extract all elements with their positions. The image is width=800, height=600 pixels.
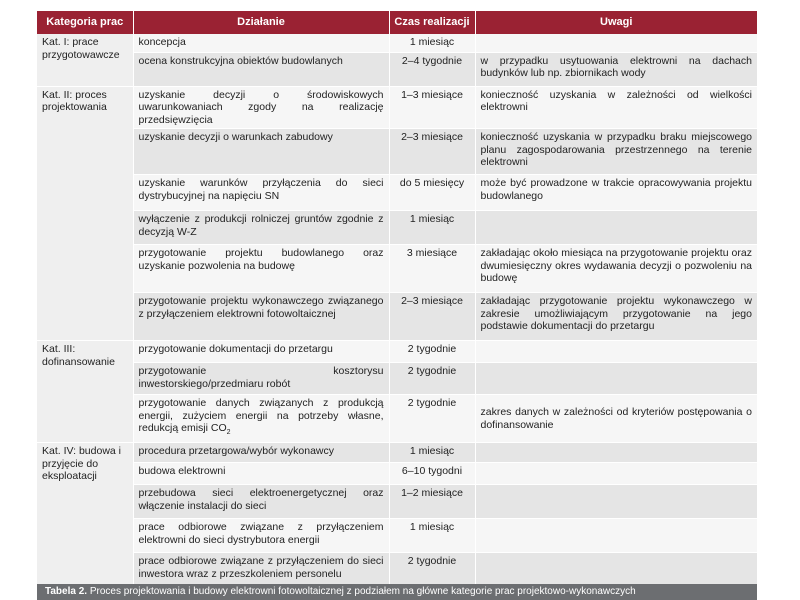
time-cell: 1 miesiąc bbox=[389, 34, 475, 52]
note-cell: zakładając przygotowanie projektu wykonawczego w zakresie umożliwiającym przygotowanie na jego podstawie dokumentacji do przetargu bbox=[475, 293, 757, 341]
category-cell: Kat. II: proces projektowania bbox=[37, 86, 133, 341]
co2-subscript: 2 bbox=[226, 429, 231, 437]
action-cell: przebudowa sieci elektroenergetycznej oraz włączenie instalacji do sieci bbox=[133, 485, 389, 519]
table-row bbox=[37, 293, 757, 341]
table-row bbox=[37, 175, 757, 211]
process-table bbox=[37, 11, 757, 587]
note-cell: zakres danych w zależności od kryteriów postępowania o dofinansowanie bbox=[475, 395, 757, 443]
action-cell: przygotowanie projektu wykonawczego związanego z przyłączeniem elektrowni fotowoltaicznej bbox=[133, 293, 389, 341]
action-cell: procedura przetargowa/wybór wykonawcy bbox=[133, 443, 389, 463]
note-cell bbox=[475, 519, 757, 553]
time-cell: 2 tygodnie bbox=[389, 341, 475, 363]
action-cell: prace odbiorowe związane z przyłączeniem do sieci inwestora wraz z przeszkoleniem personelu bbox=[133, 553, 389, 587]
note-cell bbox=[475, 463, 757, 485]
note-cell bbox=[475, 363, 757, 395]
table-row bbox=[37, 34, 757, 52]
action-cell: przygotowanie dokumentacji do przetargu bbox=[133, 341, 389, 363]
table-row bbox=[37, 553, 757, 587]
table-row bbox=[37, 363, 757, 395]
time-cell: 1 miesiąc bbox=[389, 519, 475, 553]
time-cell: do 5 miesięcy bbox=[389, 175, 475, 211]
action-cell: uzyskanie decyzji o środowiskowych uwarunkowaniach zgody na realizację przedsięwzięcia bbox=[133, 86, 389, 129]
time-cell: 1–3 miesiące bbox=[389, 86, 475, 129]
time-cell: 2–3 miesiące bbox=[389, 293, 475, 341]
document-table-frame bbox=[37, 11, 757, 600]
note-cell bbox=[475, 485, 757, 519]
action-cell bbox=[133, 395, 389, 443]
time-cell: 2–4 tygodnie bbox=[389, 52, 475, 86]
header-category: Kategoria prac bbox=[37, 11, 133, 34]
table-caption bbox=[37, 584, 757, 600]
note-cell bbox=[475, 341, 757, 363]
action-cell: ocena konstrukcyjna obiektów budowlanych bbox=[133, 52, 389, 86]
note-cell bbox=[475, 553, 757, 587]
note-cell bbox=[475, 443, 757, 463]
time-cell: 3 miesiące bbox=[389, 245, 475, 293]
category-cell: Kat. I: prace przygotowawcze bbox=[37, 34, 133, 86]
action-cell: wyłączenie z produkcji rolniczej gruntów zgodnie z decyzją W-Z bbox=[133, 211, 389, 245]
header-action: Działanie bbox=[133, 11, 389, 34]
category-cell: Kat. III: dofinansowanie bbox=[37, 341, 133, 443]
caption-text: Proces projektowania i budowy elektrowni fotowoltaicznej z podziałem na główne kategorie prac projektowo-wykonawczych bbox=[87, 586, 636, 597]
caption-label: Tabela 2. bbox=[45, 586, 88, 597]
time-cell: 6–10 tygodni bbox=[389, 463, 475, 485]
note-cell: zakładając około miesiąca na przygotowanie projektu oraz dwumiesięczny okres wydawania decyzji o pozwoleniu na budowę bbox=[475, 245, 757, 293]
table-row bbox=[37, 211, 757, 245]
table-row bbox=[37, 129, 757, 175]
table-row bbox=[37, 463, 757, 485]
note-cell: może być prowadzone w trakcie opracowywania projektu budowlanego bbox=[475, 175, 757, 211]
time-cell: 2 tygodnie bbox=[389, 553, 475, 587]
action-text: przygotowanie danych związanych z produkcją energii, zużyciem energii na potrzeby własne, redukcją emisji CO bbox=[138, 397, 384, 435]
note-cell bbox=[475, 211, 757, 245]
time-cell: 1 miesiąc bbox=[389, 443, 475, 463]
time-cell: 1–2 miesiące bbox=[389, 485, 475, 519]
time-cell: 1 miesiąc bbox=[389, 211, 475, 245]
action-cell: uzyskanie warunków przyłączenia do sieci dystrybucyjnej na napięciu SN bbox=[133, 175, 389, 211]
table-row bbox=[37, 395, 757, 443]
action-cell: prace odbiorowe związane z przyłączeniem elektrowni do sieci dystrybutora energii bbox=[133, 519, 389, 553]
note-cell: konieczność uzyskania w zależności od wielkości elektrowni bbox=[475, 86, 757, 129]
table-row bbox=[37, 245, 757, 293]
time-cell: 2–3 miesiące bbox=[389, 129, 475, 175]
table-row bbox=[37, 52, 757, 86]
note-cell: w przypadku usytuowania elektrowni na dachach budynków lub np. zbiornikach wody bbox=[475, 52, 757, 86]
table-row bbox=[37, 341, 757, 363]
action-cell: przygotowanie projektu budowlanego oraz uzyskanie pozwolenia na budowę bbox=[133, 245, 389, 293]
header-row bbox=[37, 11, 757, 34]
header-time: Czas realizacji bbox=[389, 11, 475, 34]
table-row bbox=[37, 519, 757, 553]
category-cell: Kat. IV: budowa i przyjęcie do eksploatacji bbox=[37, 443, 133, 587]
time-cell: 2 tygodnie bbox=[389, 363, 475, 395]
note-cell: konieczność uzyskania w przypadku braku miejscowego planu zagospodarowania przestrzennego na terenie elektrowni bbox=[475, 129, 757, 175]
action-cell: koncepcja bbox=[133, 34, 389, 52]
table-row bbox=[37, 86, 757, 129]
table-row bbox=[37, 485, 757, 519]
action-cell: budowa elektrowni bbox=[133, 463, 389, 485]
action-cell: przygotowanie kosztorysu inwestorskiego/przedmiaru robót bbox=[133, 363, 389, 395]
action-cell: uzyskanie decyzji o warunkach zabudowy bbox=[133, 129, 389, 175]
time-cell: 2 tygodnie bbox=[389, 395, 475, 443]
table-row bbox=[37, 443, 757, 463]
note-cell bbox=[475, 34, 757, 52]
header-notes: Uwagi bbox=[475, 11, 757, 34]
